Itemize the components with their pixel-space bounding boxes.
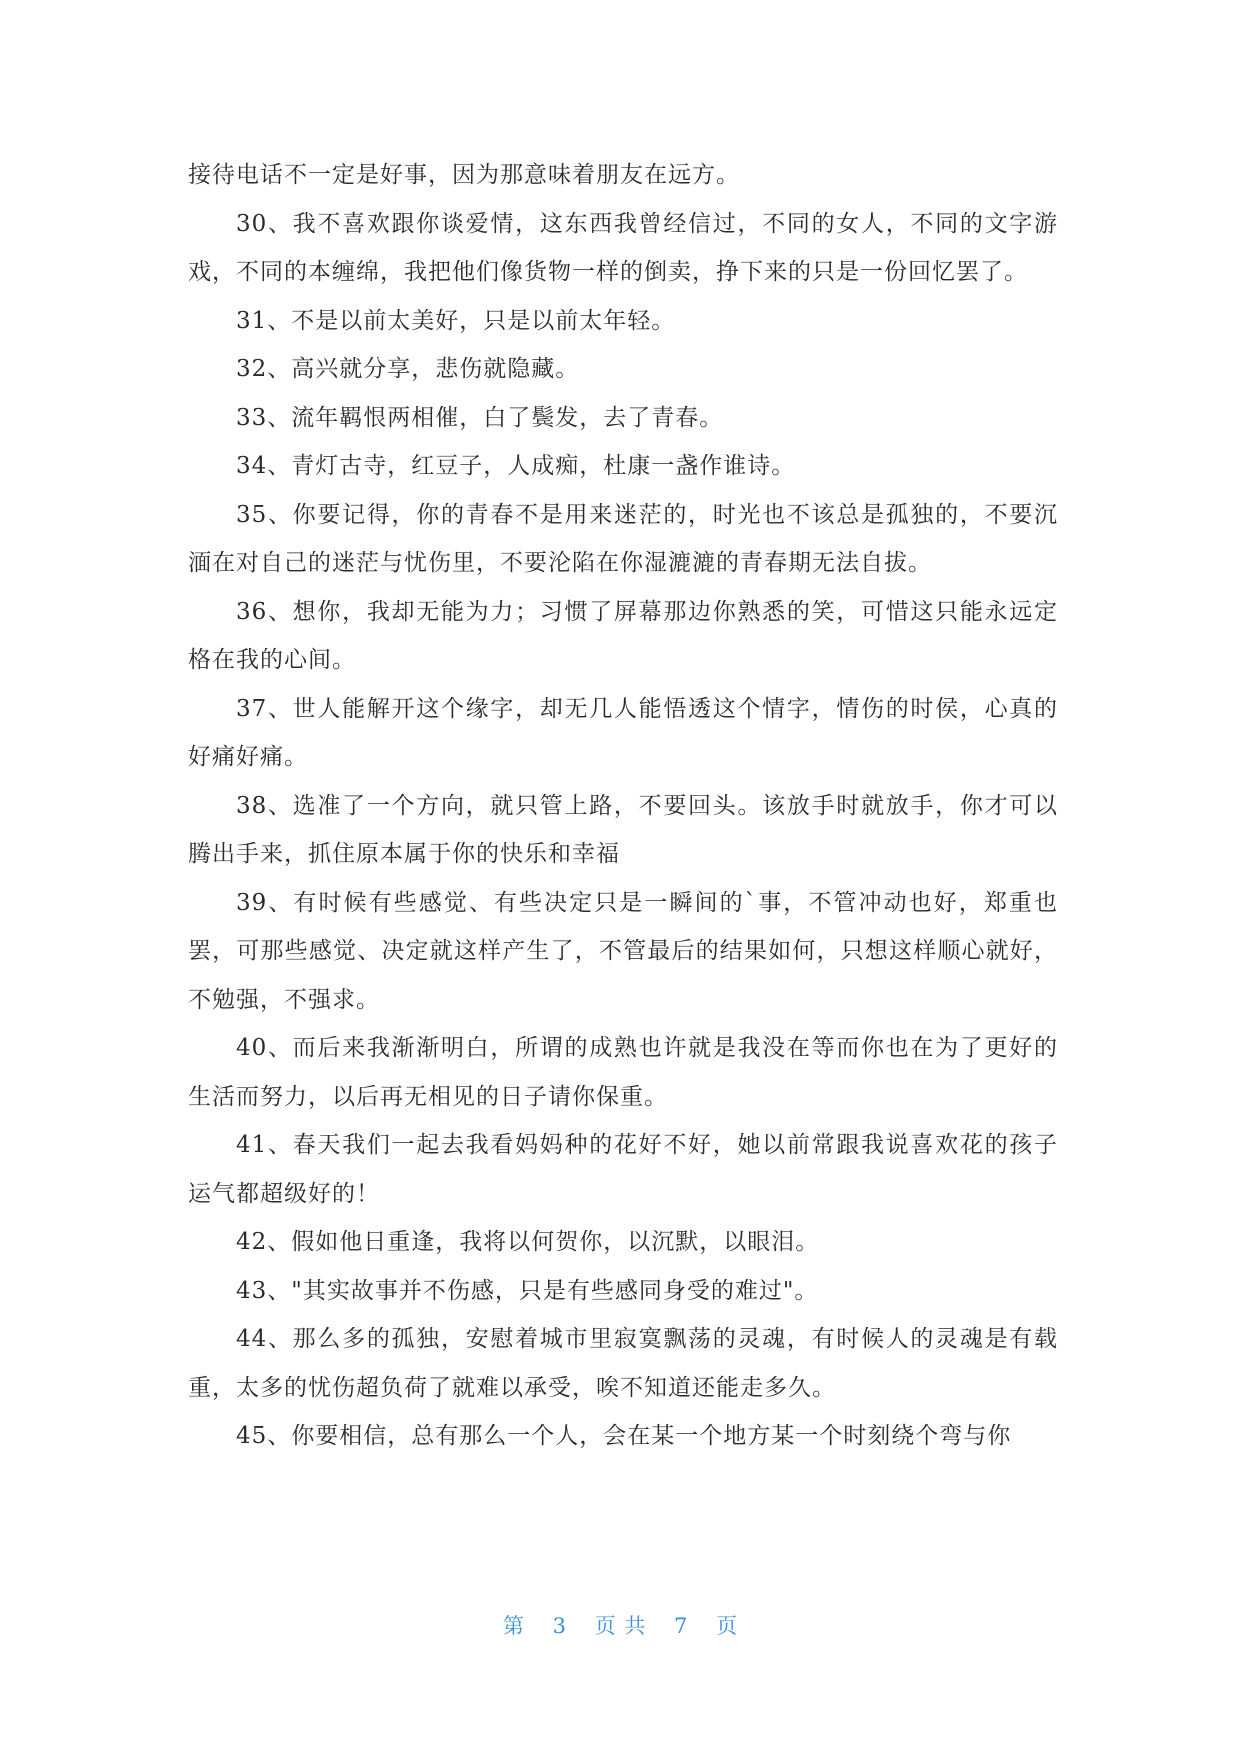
footer-current-page: 3 <box>552 1614 567 1638</box>
document-body <box>188 151 1058 1461</box>
paragraph-40: 40、而后来我渐渐明白，所谓的成熟也许就是我没在等而你也在为了更好的生活而努力，以后再无相见的日子请你保重。 <box>188 1035 1058 1110</box>
paragraph-43: 43、"其实故事并不伤感，只是有些感同身受的难过"。 <box>236 1277 819 1304</box>
footer-label-of: 页 共 <box>594 1614 647 1638</box>
paragraph-38: 38、选准了一个方向，就只管上路，不要回头。该放手时就放手，你才可以腾出手来，抓住原本属于你的快乐和幸福 <box>188 792 1058 867</box>
paragraph-39: 39、有时候有些感觉、有些决定只是一瞬间的`事，不管冲动也好，郑重也罢，可那些感觉、决定就这样产生了，不管最后的结果如何，只想这样顺心就好，不勉强，不强求。 <box>188 889 1058 1013</box>
paragraph-30: 30、我不喜欢跟你谈爱情，这东西我曾经信过，不同的女人，不同的文字游戏，不同的本缠绵，我把他们像货物一样的倒卖，挣下来的只是一份回忆罢了。 <box>188 210 1058 285</box>
paragraph-36: 36、想你，我却无能为力；习惯了屏幕那边你熟悉的笑，可惜这只能永远定格在我的心间。 <box>188 598 1058 673</box>
paragraph-33: 33、流年羁恨两相催，白了鬓发，去了青春。 <box>236 404 724 431</box>
paragraph-41: 41、春天我们一起去我看妈妈种的花好不好，她以前常跟我说喜欢花的孩子运气都超级好的！ <box>188 1132 1058 1207</box>
paragraph-37: 37、世人能解开这个缘字，却无几人能悟透这个情字，情伤的时侯，心真的好痛好痛。 <box>188 695 1058 770</box>
footer-label-end: 页 <box>716 1614 739 1638</box>
paragraph-42: 42、假如他日重逢，我将以何贺你，以沉默，以眼泪。 <box>236 1229 820 1255</box>
paragraph-44: 44、那么多的孤独，安慰着城市里寂寞飘荡的灵魂，有时候人的灵魂是有载重，太多的忧伤超负荷了就难以承受，唉不知道还能走多久。 <box>188 1326 1058 1401</box>
paragraph-35: 35、你要记得，你的青春不是用来迷茫的，时光也不该总是孤独的，不要沉湎在对自己的迷茫与忧伤里，不要沦陷在你湿漉漉的青春期无法自拔。 <box>188 501 1058 576</box>
footer-total-pages: 7 <box>674 1614 689 1638</box>
paragraph-32: 32、高兴就分享，悲伤就隐藏。 <box>236 356 580 382</box>
paragraph-0: 接待电话不一定是好事，因为那意味着朋友在远方。 <box>188 162 740 188</box>
paragraph-34: 34、青灯古寺，红豆子，人成痴，杜康一盏作谁诗。 <box>236 453 796 479</box>
paragraph-45: 45、你要相信，总有那么一个人，会在某一个地方某一个时刻绕个弯与你 <box>236 1423 1012 1449</box>
footer-label-page: 第 <box>502 1614 525 1638</box>
page-footer <box>0 1610 1241 1640</box>
paragraph-31: 31、不是以前太美好，只是以前太年轻。 <box>236 307 676 334</box>
